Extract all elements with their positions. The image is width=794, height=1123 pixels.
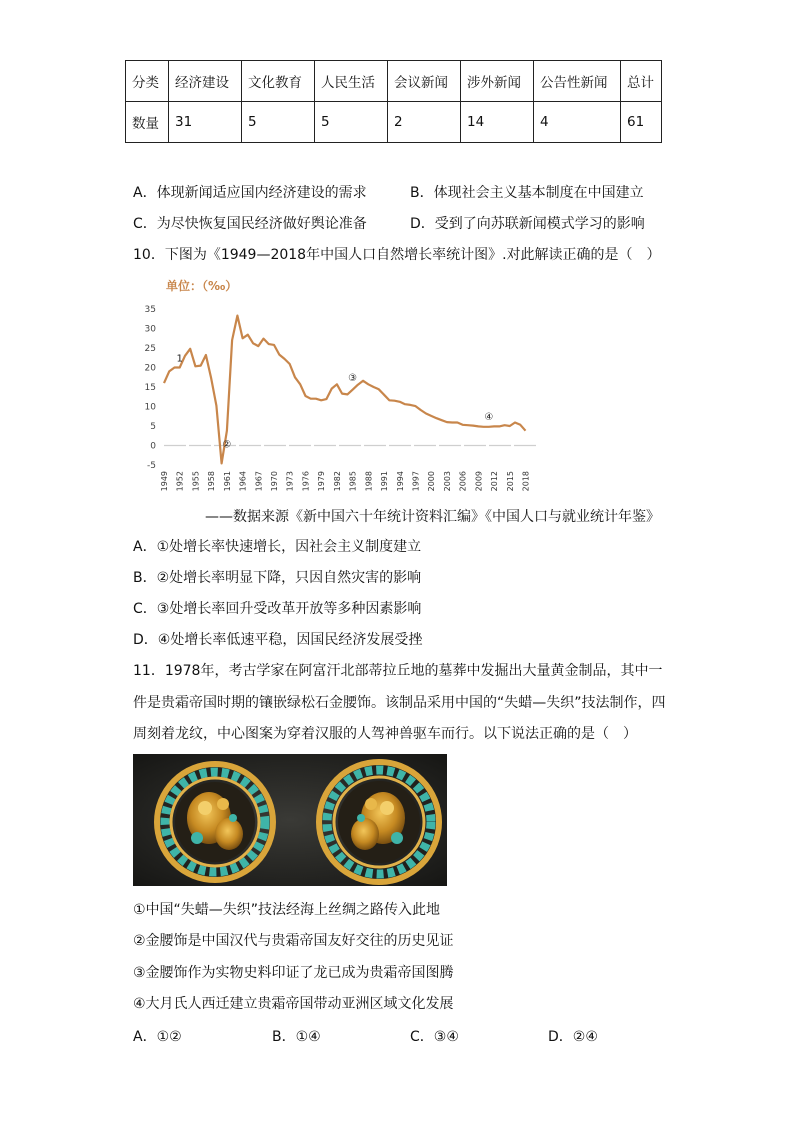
- table-cell: 4: [534, 102, 621, 143]
- x-tick-label: 1982: [332, 471, 342, 492]
- q11-option-d: D．②④: [548, 1029, 598, 1045]
- x-tick-label: 1976: [301, 471, 311, 492]
- growth-rate-line: [164, 316, 526, 464]
- table-cell: 5: [315, 102, 388, 143]
- table-cell: 14: [461, 102, 534, 143]
- x-tick-label: 1952: [175, 471, 185, 492]
- q11-statement-2: ②金腰饰是中国汉代与贵霜帝国友好交往的历史见证: [133, 933, 454, 949]
- q11-stem-line2: 件是贵霜帝国时期的镶嵌绿松石金腰饰。该制品采用中国的“失蜡—失织”技法制作，四: [133, 695, 666, 711]
- table-cell: 文化教育: [242, 61, 315, 102]
- q10-stem: 10．下图为《1949—2018年中国人口自然增长率统计图》.对此解读正确的是（ ）: [133, 247, 661, 263]
- q11-statement-3: ③金腰饰作为实物史料印证了龙已成为贵霜帝国图腾: [133, 965, 454, 981]
- chart-marker: 1: [176, 353, 183, 365]
- x-tick-label: 1979: [317, 471, 327, 492]
- x-tick-label: 2009: [474, 471, 484, 492]
- y-tick-label: 20: [144, 363, 156, 374]
- unit-label: 单位：（‰）: [166, 279, 238, 293]
- x-tick-label: 1955: [191, 471, 201, 492]
- q11-stem-line3: 周刻着龙纹，中心图案为穿着汉服的人驾神兽驱车而行。以下说法正确的是（ ）: [133, 726, 637, 742]
- table-cell: 61: [621, 102, 662, 143]
- data-source: ——数据来源《新中国六十年统计资料汇编》《中国人口与就业统计年鉴》: [205, 509, 660, 525]
- x-tick-label: 2003: [442, 471, 452, 492]
- x-tick-label: 2000: [427, 471, 437, 492]
- q11-option-c: C．③④: [410, 1029, 459, 1045]
- table-cell: 总计: [621, 61, 662, 102]
- y-tick-label: 35: [144, 305, 156, 315]
- y-tick-label: 0: [150, 441, 156, 452]
- q11-option-a: A．①②: [133, 1029, 182, 1045]
- chart-marker: ④: [484, 412, 494, 424]
- q9-option-d: D．受到了向苏联新闻模式学习的影响: [410, 216, 645, 232]
- gold-ornament-illustration: [133, 754, 447, 886]
- q11-statement-4: ④大月氏人西迁建立贵霜帝国带动亚洲区域文化发展: [133, 996, 454, 1012]
- news-stats-table: [125, 60, 662, 143]
- q9-option-a: A．体现新闻适应国内经济建设的需求: [133, 185, 367, 201]
- y-tick-label: 15: [144, 383, 156, 393]
- chart-marker: ③: [348, 373, 358, 385]
- q10-option-c: C．③处增长率回升受改革开放等多种因素影响: [133, 601, 422, 617]
- y-tick-label: 5: [150, 422, 156, 432]
- table-cell: 会议新闻: [388, 61, 461, 102]
- q10-option-a: A．①处增长率快速增长，因社会主义制度建立: [133, 539, 422, 555]
- x-tick-label: 1991: [380, 471, 390, 492]
- q10-option-d: D．④处增长率低速平稳，因国民经济发展受挫: [133, 632, 423, 648]
- x-tick-label: 1964: [238, 471, 248, 492]
- table-cell: 2: [388, 102, 461, 143]
- q10-option-b: B．②处增长率明显下降，只因自然灾害的影响: [133, 570, 422, 586]
- table-cell: 31: [169, 102, 242, 143]
- table-cell: 分类: [126, 61, 169, 102]
- x-tick-label: 1997: [411, 471, 421, 492]
- y-tick-label: 30: [144, 324, 156, 335]
- q11-options: [0, 1026, 794, 1048]
- x-tick-label: 1985: [348, 471, 358, 492]
- table-cell: 涉外新闻: [461, 61, 534, 102]
- q11-stem-line1: 11．1978年，考古学家在阿富汗北部蒂拉丘地的墓葬中发掘出大量黄金制品，其中一: [133, 663, 663, 679]
- table-value-row: [126, 102, 662, 143]
- x-tick-label: 1970: [270, 471, 280, 492]
- q11-statement-1: ①中国“失蜡—失织”技法经海上丝绸之路传入此地: [133, 902, 441, 918]
- population-growth-chart-svg: [140, 276, 550, 498]
- q9-option-c: C．为尽快恢复国民经济做好舆论准备: [133, 216, 367, 232]
- x-tick-label: 1994: [395, 471, 405, 492]
- x-tick-label: 1961: [222, 471, 232, 492]
- y-tick-label: -5: [147, 461, 156, 471]
- table-cell: 公告性新闻: [534, 61, 621, 102]
- population-growth-chart: [140, 276, 550, 498]
- table-cell: 人民生活: [315, 61, 388, 102]
- table-cell: 经济建设: [169, 61, 242, 102]
- y-tick-label: 25: [144, 344, 156, 354]
- table-cell: 5: [242, 102, 315, 143]
- x-tick-label: 1973: [285, 471, 295, 492]
- q9-option-b: B．体现社会主义基本制度在中国建立: [410, 185, 644, 201]
- x-tick-label: 2006: [458, 471, 468, 492]
- x-tick-label: 1949: [160, 471, 169, 492]
- x-tick-label: 1988: [364, 471, 374, 492]
- x-tick-label: 1967: [254, 471, 264, 492]
- x-tick-label: 1958: [207, 471, 217, 492]
- q11-option-b: B．①④: [272, 1029, 321, 1045]
- table-cell: 数量: [126, 102, 169, 143]
- gold-ornament-photo: [133, 754, 447, 886]
- table-header-row: [126, 61, 662, 102]
- x-tick-label: 2012: [490, 471, 500, 492]
- x-tick-label: 2018: [521, 471, 531, 492]
- y-tick-label: 10: [144, 402, 156, 413]
- chart-marker: ②: [222, 439, 232, 451]
- x-tick-label: 2015: [505, 471, 515, 492]
